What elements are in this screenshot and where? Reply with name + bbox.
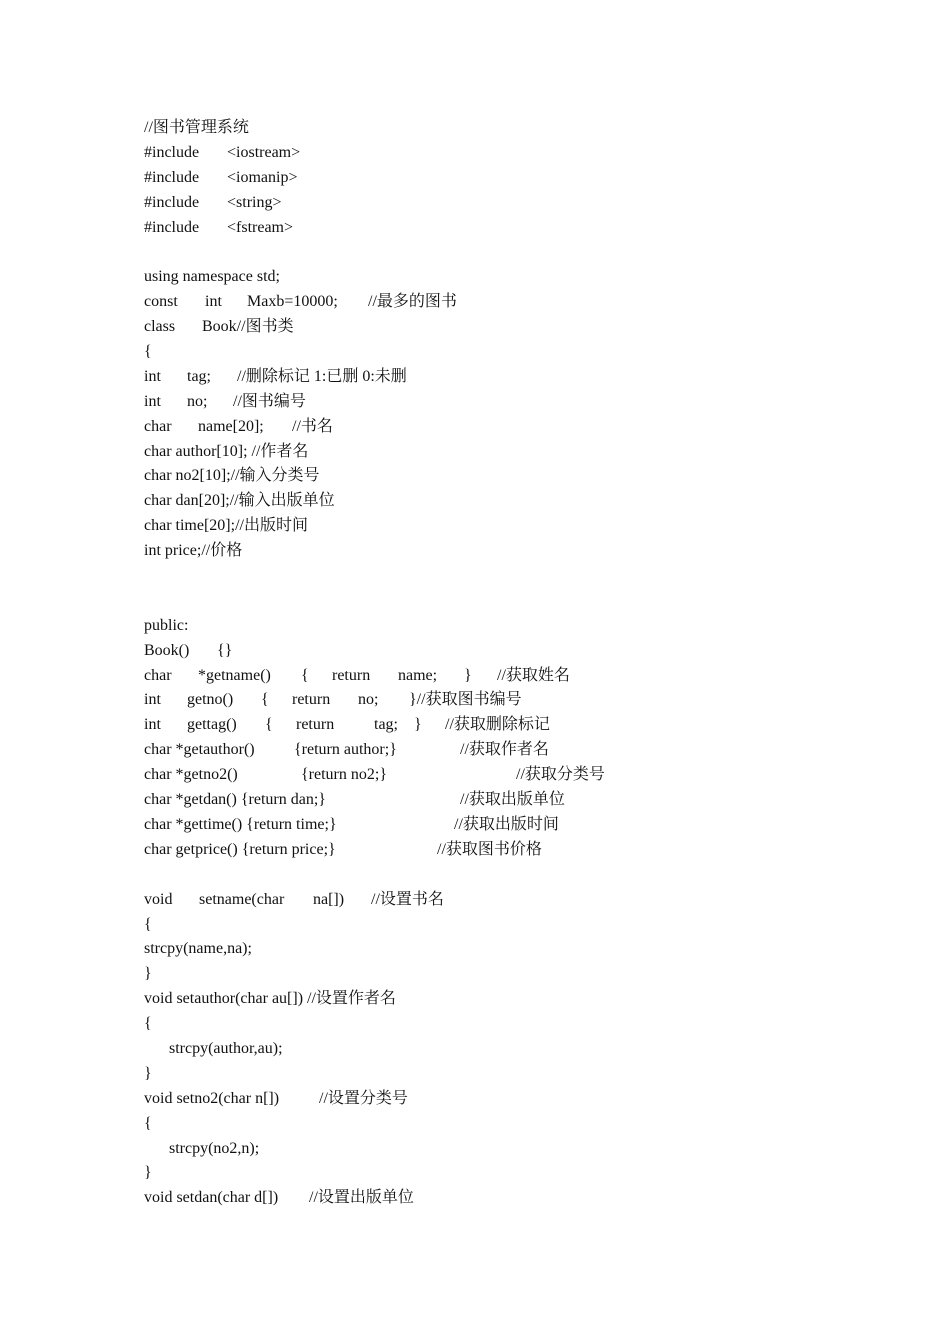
code-line xyxy=(144,415,864,440)
code-line xyxy=(144,863,864,888)
code-line xyxy=(144,913,864,938)
code-token: name[20]; xyxy=(198,417,264,435)
code-line xyxy=(144,539,864,564)
code-token: } xyxy=(414,716,422,734)
code-token: tag; xyxy=(187,367,211,385)
code-token: //设置分类号 xyxy=(319,1089,408,1107)
code-token: name; xyxy=(398,666,438,684)
code-token: { xyxy=(144,915,152,933)
code-token: getno() xyxy=(187,691,234,709)
code-token: { xyxy=(144,1114,152,1132)
code-line xyxy=(144,240,864,265)
code-token: char *getauthor() xyxy=(144,741,255,759)
code-token: {return author;} xyxy=(294,741,397,759)
code-line xyxy=(144,365,864,390)
code-token: //获取分类号 xyxy=(516,766,605,784)
code-token: return xyxy=(332,666,371,684)
code-token: #include xyxy=(144,168,200,186)
code-line xyxy=(144,763,864,788)
code-token: char time[20];//出版时间 xyxy=(144,517,308,535)
code-token: strcpy(no2,n); xyxy=(169,1139,260,1157)
code-token: *getname() xyxy=(198,666,271,684)
code-line xyxy=(144,1112,864,1137)
code-line xyxy=(144,962,864,987)
code-token: void setno2(char n[]) xyxy=(144,1089,280,1107)
code-line xyxy=(144,116,864,141)
code-token: //图书编号 xyxy=(233,392,306,410)
code-token: //获取图书价格 xyxy=(437,840,542,858)
code-token: //获取删除标记 xyxy=(445,716,550,734)
code-line xyxy=(144,440,864,465)
code-line xyxy=(144,1087,864,1112)
code-token: //获取出版时间 xyxy=(454,815,559,833)
code-token: //获取姓名 xyxy=(497,666,570,684)
code-token: {return no2;} xyxy=(301,766,388,784)
code-line xyxy=(144,216,864,241)
code-token: strcpy(name,na); xyxy=(144,940,252,958)
code-token: //最多的图书 xyxy=(368,293,457,311)
code-token: char getprice() {return price;} xyxy=(144,840,336,858)
code-token: { xyxy=(265,716,273,734)
code-line xyxy=(144,141,864,166)
code-token: } xyxy=(144,1164,152,1182)
code-token: <string> xyxy=(227,193,282,211)
code-token: void setauthor(char au[]) //设置作者名 xyxy=(144,990,396,1008)
code-line xyxy=(144,664,864,689)
code-token: Maxb=10000; xyxy=(247,293,338,311)
code-token: gettag() xyxy=(187,716,237,734)
code-line xyxy=(144,265,864,290)
code-token: Book//图书类 xyxy=(202,318,294,336)
code-token: <fstream> xyxy=(227,218,294,236)
code-token: void xyxy=(144,890,173,908)
code-token: #include xyxy=(144,143,200,161)
code-token: char *gettime() {return time;} xyxy=(144,815,337,833)
code-line xyxy=(144,614,864,639)
code-token: tag; xyxy=(374,716,398,734)
code-token: char no2[10];//输入分类号 xyxy=(144,467,320,485)
code-line xyxy=(144,1137,864,1162)
code-line xyxy=(144,639,864,664)
source-code-listing xyxy=(144,116,864,1211)
code-line xyxy=(144,514,864,539)
code-token: //获取作者名 xyxy=(460,741,549,759)
code-token: { xyxy=(301,666,309,684)
code-line xyxy=(144,390,864,415)
code-token: int xyxy=(205,293,222,311)
code-line xyxy=(144,1037,864,1062)
code-token: #include xyxy=(144,193,200,211)
code-token: { xyxy=(261,691,269,709)
code-line xyxy=(144,464,864,489)
code-token: //设置出版单位 xyxy=(309,1189,414,1207)
code-line xyxy=(144,838,864,863)
code-token: #include xyxy=(144,218,200,236)
code-token: char *getno2() xyxy=(144,766,238,784)
code-line xyxy=(144,888,864,913)
code-token: //删除标记 1:已删 0:未删 xyxy=(237,367,407,385)
code-token: char xyxy=(144,417,172,435)
code-line xyxy=(144,1161,864,1186)
code-token: return xyxy=(296,716,335,734)
code-line xyxy=(144,564,864,589)
code-token: int xyxy=(144,716,161,734)
code-line xyxy=(144,987,864,1012)
code-token: } xyxy=(144,965,152,983)
code-line xyxy=(144,788,864,813)
code-token: //图书管理系统 xyxy=(144,119,249,136)
code-token: //获取出版单位 xyxy=(460,791,565,809)
code-token: { xyxy=(144,1015,152,1033)
code-line xyxy=(144,688,864,713)
code-token: char xyxy=(144,666,172,684)
code-line xyxy=(144,738,864,763)
code-line xyxy=(144,166,864,191)
code-line xyxy=(144,589,864,614)
code-token: int xyxy=(144,392,161,410)
code-token: public: xyxy=(144,616,189,634)
code-token: class xyxy=(144,318,176,336)
code-token: setname(char xyxy=(199,890,285,908)
code-token: char author[10]; //作者名 xyxy=(144,442,309,460)
code-token: }//获取图书编号 xyxy=(409,691,522,709)
code-token: void setdan(char d[]) xyxy=(144,1189,279,1207)
code-token: strcpy(author,au); xyxy=(169,1039,283,1057)
code-line xyxy=(144,191,864,216)
code-line xyxy=(144,489,864,514)
code-token: {} xyxy=(217,641,233,659)
code-line xyxy=(144,713,864,738)
code-token: no; xyxy=(358,691,379,709)
code-token: Book() xyxy=(144,641,190,659)
code-line xyxy=(144,290,864,315)
code-line xyxy=(144,1186,864,1211)
code-line xyxy=(144,315,864,340)
code-token: //设置书名 xyxy=(371,890,444,908)
code-token: { xyxy=(144,343,152,361)
code-token: <iomanip> xyxy=(227,168,298,186)
code-token: int price;//价格 xyxy=(144,542,243,560)
code-token: const xyxy=(144,293,178,311)
code-token: char dan[20];//输入出版单位 xyxy=(144,492,335,510)
code-token: char *getdan() {return dan;} xyxy=(144,791,326,809)
code-token: return xyxy=(292,691,331,709)
code-line xyxy=(144,937,864,962)
code-token: <iostream> xyxy=(227,143,301,161)
code-token: using namespace std; xyxy=(144,268,280,286)
code-token: int xyxy=(144,367,161,385)
code-token: } xyxy=(144,1064,152,1082)
code-token: int xyxy=(144,691,161,709)
code-line xyxy=(144,340,864,365)
code-line xyxy=(144,1062,864,1087)
code-line xyxy=(144,813,864,838)
code-token: //书名 xyxy=(292,417,333,435)
code-line xyxy=(144,1012,864,1037)
code-token: na[]) xyxy=(313,890,345,908)
code-token: no; xyxy=(187,392,208,410)
code-token: } xyxy=(464,666,472,684)
